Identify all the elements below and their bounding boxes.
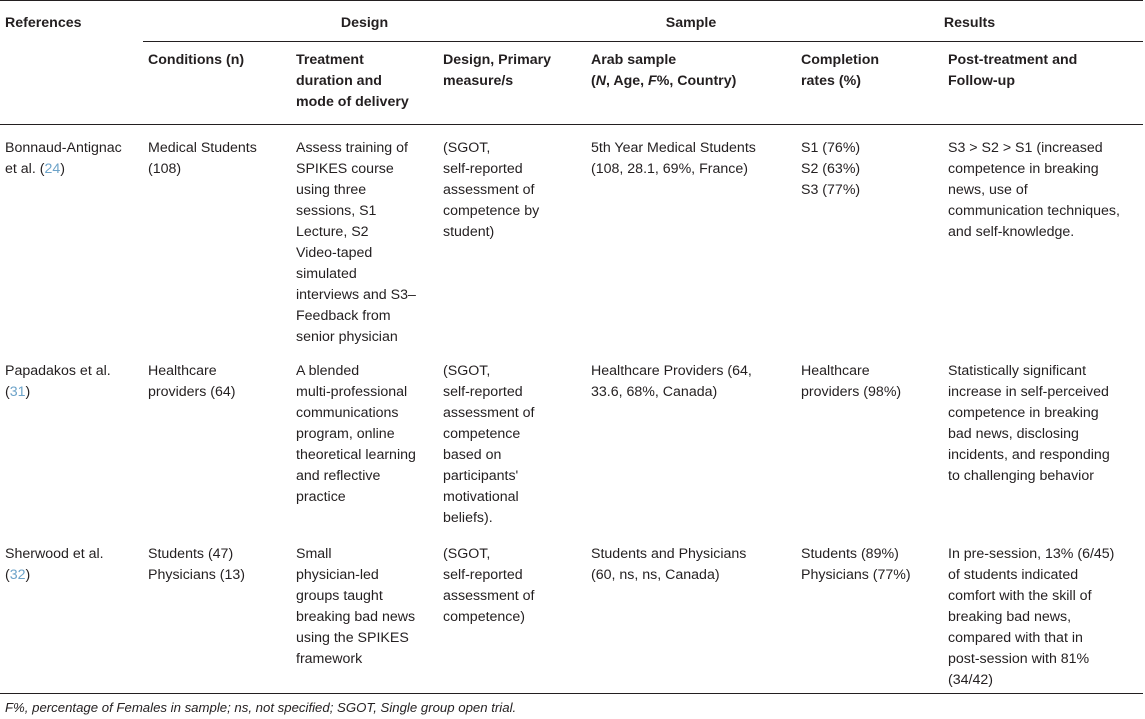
cell-line: to challenging behavior bbox=[948, 468, 1094, 484]
table-footnote: F%, percentage of Females in sample; ns, not specified; SGOT, Single group open trial. bbox=[5, 700, 517, 715]
cell-line: self-reported bbox=[443, 384, 523, 400]
cell-line: S3 > S2 > S1 (increased bbox=[948, 140, 1103, 156]
reference-cell: Bonnaud-Antignac et al. (24) bbox=[5, 140, 122, 177]
cell-line: Medical Students bbox=[148, 140, 257, 156]
cell-line: participants' bbox=[443, 468, 519, 484]
cell-line: (108) bbox=[148, 161, 182, 177]
sub-header-row bbox=[0, 42, 1143, 125]
completion-cell bbox=[796, 125, 943, 349]
header-design-measure: Design, Primary measure/s bbox=[443, 52, 552, 89]
cell-line: (34/42) bbox=[948, 672, 993, 688]
cell-line: Students (89%) bbox=[801, 546, 899, 562]
header-post-treatment: Post-treatment and Follow-up bbox=[948, 52, 1078, 89]
cell-line: practice bbox=[296, 489, 346, 505]
cell-line: (SGOT, bbox=[443, 546, 491, 562]
design-cell bbox=[438, 125, 586, 349]
header-arab-sample: Arab sample (N, Age, F%, Country) bbox=[591, 52, 737, 89]
cell-line: framework bbox=[296, 651, 363, 667]
cell-line: Statistically significant bbox=[948, 363, 1087, 379]
cell-line: Healthcare bbox=[801, 363, 870, 379]
conditions-cell bbox=[143, 531, 291, 693]
cell-line: (SGOT, bbox=[443, 140, 491, 156]
cell-line: S3 (77%) bbox=[801, 182, 861, 198]
cell-line: (SGOT, bbox=[443, 363, 491, 379]
cell-line: student) bbox=[443, 224, 495, 240]
cell-line: Lecture, S2 bbox=[296, 224, 369, 240]
treatment-cell bbox=[291, 531, 438, 693]
cell-line: Healthcare bbox=[148, 363, 217, 379]
table-row bbox=[0, 531, 1143, 693]
header-empty bbox=[0, 42, 143, 125]
cell-line: physician-led bbox=[296, 567, 379, 583]
cell-line: Assess training of bbox=[296, 140, 408, 156]
cell-line: comfort with the skill of bbox=[948, 588, 1092, 604]
treatment-cell bbox=[291, 125, 438, 349]
header-completion: Completion rates (%) bbox=[801, 52, 880, 89]
header-references: References bbox=[5, 15, 82, 31]
cell-line: news, use of bbox=[948, 182, 1028, 198]
cell-line: competence bbox=[443, 426, 521, 442]
reference-link[interactable]: 32 bbox=[9, 567, 26, 583]
header-sample-group: Sample bbox=[586, 1, 796, 42]
header-design-group: Design bbox=[143, 1, 586, 42]
cell-line: multi-professional bbox=[296, 384, 408, 400]
reference-cell: Papadakos et al. (31) bbox=[5, 363, 111, 400]
cell-line: 33.6, 68%, Canada) bbox=[591, 384, 718, 400]
sample-cell bbox=[586, 531, 796, 693]
sample-cell bbox=[586, 125, 796, 349]
table-row bbox=[0, 348, 1143, 531]
design-cell bbox=[438, 531, 586, 693]
cell-line: Small bbox=[296, 546, 332, 562]
cell-line: S1 (76%) bbox=[801, 140, 861, 156]
cell-line: interviews and S3– bbox=[296, 287, 416, 303]
sample-cell bbox=[586, 348, 796, 531]
cell-line: S2 (63%) bbox=[801, 161, 861, 177]
cell-line: incidents, and responding bbox=[948, 447, 1110, 463]
cell-line: senior physician bbox=[296, 329, 398, 345]
cell-line: compared with that in bbox=[948, 630, 1083, 646]
cell-line: competence in breaking bbox=[948, 161, 1099, 177]
cell-line: assessment of bbox=[443, 588, 535, 604]
cell-line: motivational bbox=[443, 489, 519, 505]
cell-line: assessment of bbox=[443, 405, 535, 421]
cell-line: communication techniques, bbox=[948, 203, 1120, 219]
results-cell bbox=[943, 531, 1143, 693]
cell-line: Physicians (13) bbox=[148, 567, 245, 583]
cell-line: bad news, disclosing bbox=[948, 426, 1079, 442]
cell-line: Feedback from bbox=[296, 308, 391, 324]
cell-line: and self-knowledge. bbox=[948, 224, 1075, 240]
cell-line: and reflective bbox=[296, 468, 381, 484]
cell-line: of students indicated bbox=[948, 567, 1079, 583]
cell-line: using three bbox=[296, 182, 367, 198]
treatment-cell bbox=[291, 348, 438, 531]
cell-line: competence by bbox=[443, 203, 540, 219]
cell-line: Students (47) bbox=[148, 546, 234, 562]
cell-line: Students and Physicians bbox=[591, 546, 747, 562]
cell-line: competence in breaking bbox=[948, 405, 1099, 421]
cell-line: breaking bad news, bbox=[948, 609, 1072, 625]
group-header-row bbox=[0, 1, 1143, 42]
conditions-cell bbox=[143, 125, 291, 349]
cell-line: providers (64) bbox=[148, 384, 236, 400]
cell-line: program, online bbox=[296, 426, 395, 442]
cell-line: increase in self-perceived bbox=[948, 384, 1109, 400]
cell-line: assessment of bbox=[443, 182, 535, 198]
cell-line: competence) bbox=[443, 609, 526, 625]
cell-line: using the SPIKES bbox=[296, 630, 409, 646]
reference-cell: Sherwood et al. (32) bbox=[5, 546, 104, 583]
cell-line: breaking bad news bbox=[296, 609, 416, 625]
completion-cell bbox=[796, 348, 943, 531]
cell-line: A blended bbox=[296, 363, 360, 379]
cell-line: In pre-session, 13% (6/45) bbox=[948, 546, 1115, 562]
header-conditions: Conditions (n) bbox=[148, 52, 245, 68]
cell-line: groups taught bbox=[296, 588, 383, 604]
results-cell bbox=[943, 125, 1143, 349]
cell-line: beliefs). bbox=[443, 510, 493, 526]
cell-line: self-reported bbox=[443, 161, 523, 177]
cell-line: theoretical learning bbox=[296, 447, 416, 463]
results-cell bbox=[943, 348, 1143, 531]
design-cell bbox=[438, 348, 586, 531]
cell-line: self-reported bbox=[443, 567, 523, 583]
cell-line: providers (98%) bbox=[801, 384, 902, 400]
cell-line: simulated bbox=[296, 266, 357, 282]
cell-line: SPIKES course bbox=[296, 161, 394, 177]
completion-cell bbox=[796, 531, 943, 693]
cell-line: (60, ns, ns, Canada) bbox=[591, 567, 720, 583]
cell-line: based on bbox=[443, 447, 502, 463]
cell-line: Healthcare Providers (64, bbox=[591, 363, 752, 379]
cell-line: 5th Year Medical Students bbox=[591, 140, 756, 156]
cell-line: Video-taped bbox=[296, 245, 373, 261]
header-treatment: Treatment duration and mode of delivery bbox=[296, 52, 409, 110]
reference-link[interactable]: 31 bbox=[9, 384, 26, 400]
cell-line: sessions, S1 bbox=[296, 203, 377, 219]
cell-line: communications bbox=[296, 405, 399, 421]
table-row bbox=[0, 125, 1143, 349]
cell-line: Physicians (77%) bbox=[801, 567, 911, 583]
reference-link[interactable]: 24 bbox=[44, 161, 61, 177]
cell-line: (108, 28.1, 69%, France) bbox=[591, 161, 748, 177]
header-results-group: Results bbox=[796, 1, 1143, 42]
conditions-cell bbox=[143, 348, 291, 531]
cell-line: post-session with 81% bbox=[948, 651, 1090, 667]
